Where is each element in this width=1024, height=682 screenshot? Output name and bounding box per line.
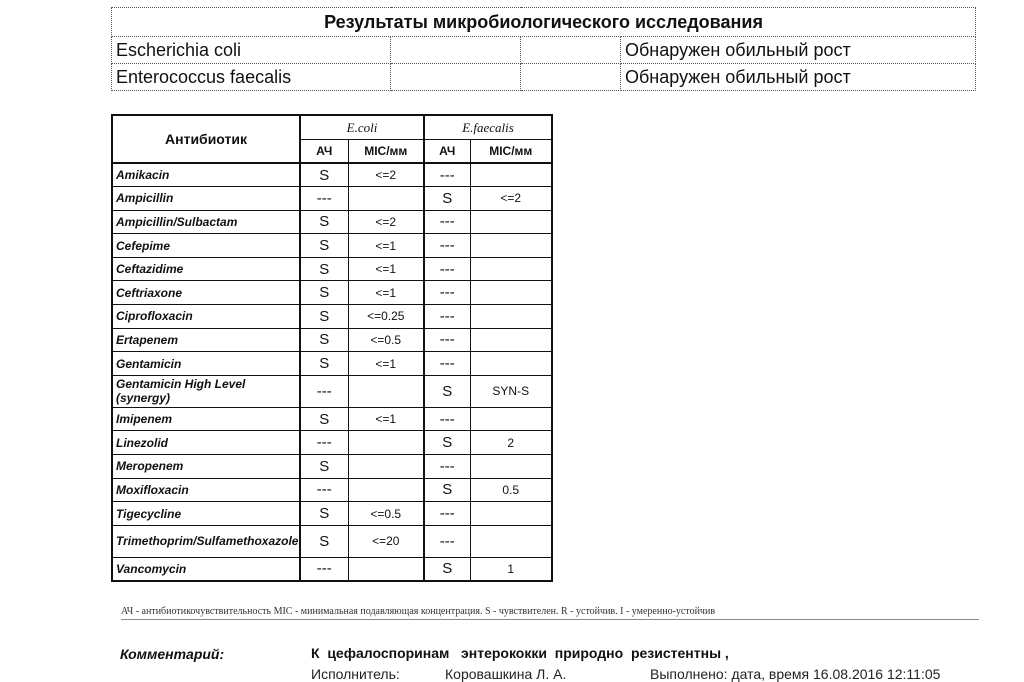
ecoli-mic-value [348,431,424,455]
executor-label: Исполнитель: [311,666,400,682]
efaecalis-susceptibility: --- [424,257,470,281]
antibiotic-susceptibility-table [111,114,553,582]
growth-result: Обнаружен обильный рост [621,64,976,91]
ecoli-susceptibility: S [300,234,348,258]
ecoli-susceptibility: S [300,210,348,234]
efaecalis-susceptibility: --- [424,502,470,526]
ecoli-mic-value [348,478,424,502]
ecoli-mic-value: <=0.5 [348,328,424,352]
antibiotic-name: Linezolid [112,431,300,455]
antibiotic-row [112,525,552,557]
antibiotic-name: Cefepime [112,234,300,258]
organism-name: Enterococcus faecalis [112,64,391,91]
efaecalis-susceptibility: S [424,375,470,407]
ecoli-susceptibility: --- [300,557,348,581]
antibiotic-row [112,257,552,281]
efaecalis-susceptibility: --- [424,163,470,187]
ecoli-mic-value: <=20 [348,525,424,557]
ecoli-susceptibility: S [300,328,348,352]
antibiotic-row [112,328,552,352]
efaecalis-mic-value: <=2 [470,187,552,211]
efaecalis-mic-header: MIC/мм [470,140,552,164]
efaecalis-susceptibility: S [424,431,470,455]
antibiotic-name: Amikacin [112,163,300,187]
antibiotic-row [112,281,552,305]
ecoli-susceptibility: --- [300,478,348,502]
efaecalis-mic-value [470,281,552,305]
efaecalis-mic-value [470,455,552,479]
antibiotic-row [112,375,552,407]
ecoli-mic-value: <=2 [348,163,424,187]
abbreviation-legend: АЧ - антибиотикочувствительность MIC - минимальная подавляющая концентрация. S - чувствителен. R - устойчив. I - умеренно-устойчив [121,606,979,620]
ecoli-ach-header: АЧ [300,140,348,164]
summary-row [112,37,976,64]
ecoli-susceptibility: S [300,502,348,526]
efaecalis-mic-value: SYN-S [470,375,552,407]
efaecalis-mic-value [470,352,552,376]
antibiotic-row [112,478,552,502]
efaecalis-column-header: E.faecalis [424,115,552,140]
antibiotic-name: Ertapenem [112,328,300,352]
antibiotic-rows [112,163,552,581]
efaecalis-mic-value: 2 [470,431,552,455]
executor-name: Коровашкина Л. А. [445,666,567,682]
report-title: Результаты микробиологического исследования [112,8,976,37]
completed-datetime: Выполнено: дата, время 16.08.2016 12:11:05 [650,666,941,682]
efaecalis-susceptibility: --- [424,407,470,431]
ecoli-mic-value: <=1 [348,352,424,376]
antibiotic-row [112,431,552,455]
efaecalis-mic-value [470,234,552,258]
efaecalis-susceptibility: --- [424,234,470,258]
antibiotic-row [112,557,552,581]
antibiotic-row [112,234,552,258]
antibiotic-column-header: Антибиотик [112,115,300,163]
ecoli-mic-value: <=1 [348,257,424,281]
antibiotic-row [112,455,552,479]
ecoli-susceptibility: S [300,455,348,479]
growth-result: Обнаружен обильный рост [621,37,976,64]
antibiotic-name: Ceftriaxone [112,281,300,305]
antibiotic-row [112,187,552,211]
comment-label: Комментарий: [120,646,225,662]
efaecalis-mic-value [470,328,552,352]
ecoli-susceptibility: S [300,257,348,281]
ecoli-mic-value: <=0.5 [348,502,424,526]
ecoli-mic-value [348,557,424,581]
ecoli-susceptibility: S [300,525,348,557]
ecoli-susceptibility: --- [300,375,348,407]
antibiotic-name: Ampicillin [112,187,300,211]
ecoli-mic-value: <=1 [348,281,424,305]
ecoli-susceptibility: S [300,352,348,376]
comment-text: К цефалоспоринам энтерококки природно резистентны , [311,645,729,661]
ecoli-susceptibility: S [300,163,348,187]
antibiotic-name: Ampicillin/Sulbactam [112,210,300,234]
antibiotic-row [112,407,552,431]
ecoli-mic-value: <=0.25 [348,305,424,329]
antibiotic-row [112,163,552,187]
efaecalis-ach-header: АЧ [424,140,470,164]
antibiotic-name: Ciprofloxacin [112,305,300,329]
efaecalis-mic-value: 1 [470,557,552,581]
organism-name: Escherichia coli [112,37,391,64]
antibiotic-row [112,352,552,376]
ecoli-mic-value: <=2 [348,210,424,234]
efaecalis-mic-value [470,502,552,526]
ecoli-mic-value: <=1 [348,407,424,431]
antibiotic-name: Gentamicin High Level (synergy) [112,375,300,407]
efaecalis-mic-value [470,407,552,431]
ecoli-mic-value [348,455,424,479]
results-summary-table [111,7,976,91]
ecoli-susceptibility: --- [300,187,348,211]
efaecalis-susceptibility: --- [424,328,470,352]
antibiotic-name: Ceftazidime [112,257,300,281]
efaecalis-susceptibility: --- [424,210,470,234]
antibiotic-name: Tigecycline [112,502,300,526]
ecoli-susceptibility: S [300,305,348,329]
efaecalis-susceptibility: --- [424,525,470,557]
ecoli-mic-value [348,187,424,211]
ecoli-susceptibility: --- [300,431,348,455]
summary-row [112,64,976,91]
ecoli-susceptibility: S [300,281,348,305]
efaecalis-susceptibility: --- [424,455,470,479]
efaecalis-susceptibility: S [424,187,470,211]
ecoli-mic-value [348,375,424,407]
antibiotic-row [112,210,552,234]
antibiotic-name: Gentamicin [112,352,300,376]
antibiotic-name: Imipenem [112,407,300,431]
efaecalis-mic-value [470,163,552,187]
ecoli-mic-value: <=1 [348,234,424,258]
antibiotic-row [112,502,552,526]
ecoli-column-header: E.coli [300,115,424,140]
antibiotic-name: Trimethoprim/Sulfamethoxazole [112,525,300,557]
efaecalis-mic-value [470,305,552,329]
efaecalis-susceptibility: --- [424,352,470,376]
antibiotic-name: Moxifloxacin [112,478,300,502]
efaecalis-mic-value [470,210,552,234]
antibiotic-name: Meropenem [112,455,300,479]
efaecalis-mic-value: 0.5 [470,478,552,502]
efaecalis-susceptibility: --- [424,305,470,329]
ecoli-susceptibility: S [300,407,348,431]
antibiotic-name: Vancomycin [112,557,300,581]
ecoli-mic-header: MIC/мм [348,140,424,164]
efaecalis-mic-value [470,525,552,557]
efaecalis-susceptibility: --- [424,281,470,305]
efaecalis-susceptibility: S [424,478,470,502]
efaecalis-susceptibility: S [424,557,470,581]
efaecalis-mic-value [470,257,552,281]
antibiotic-row [112,305,552,329]
